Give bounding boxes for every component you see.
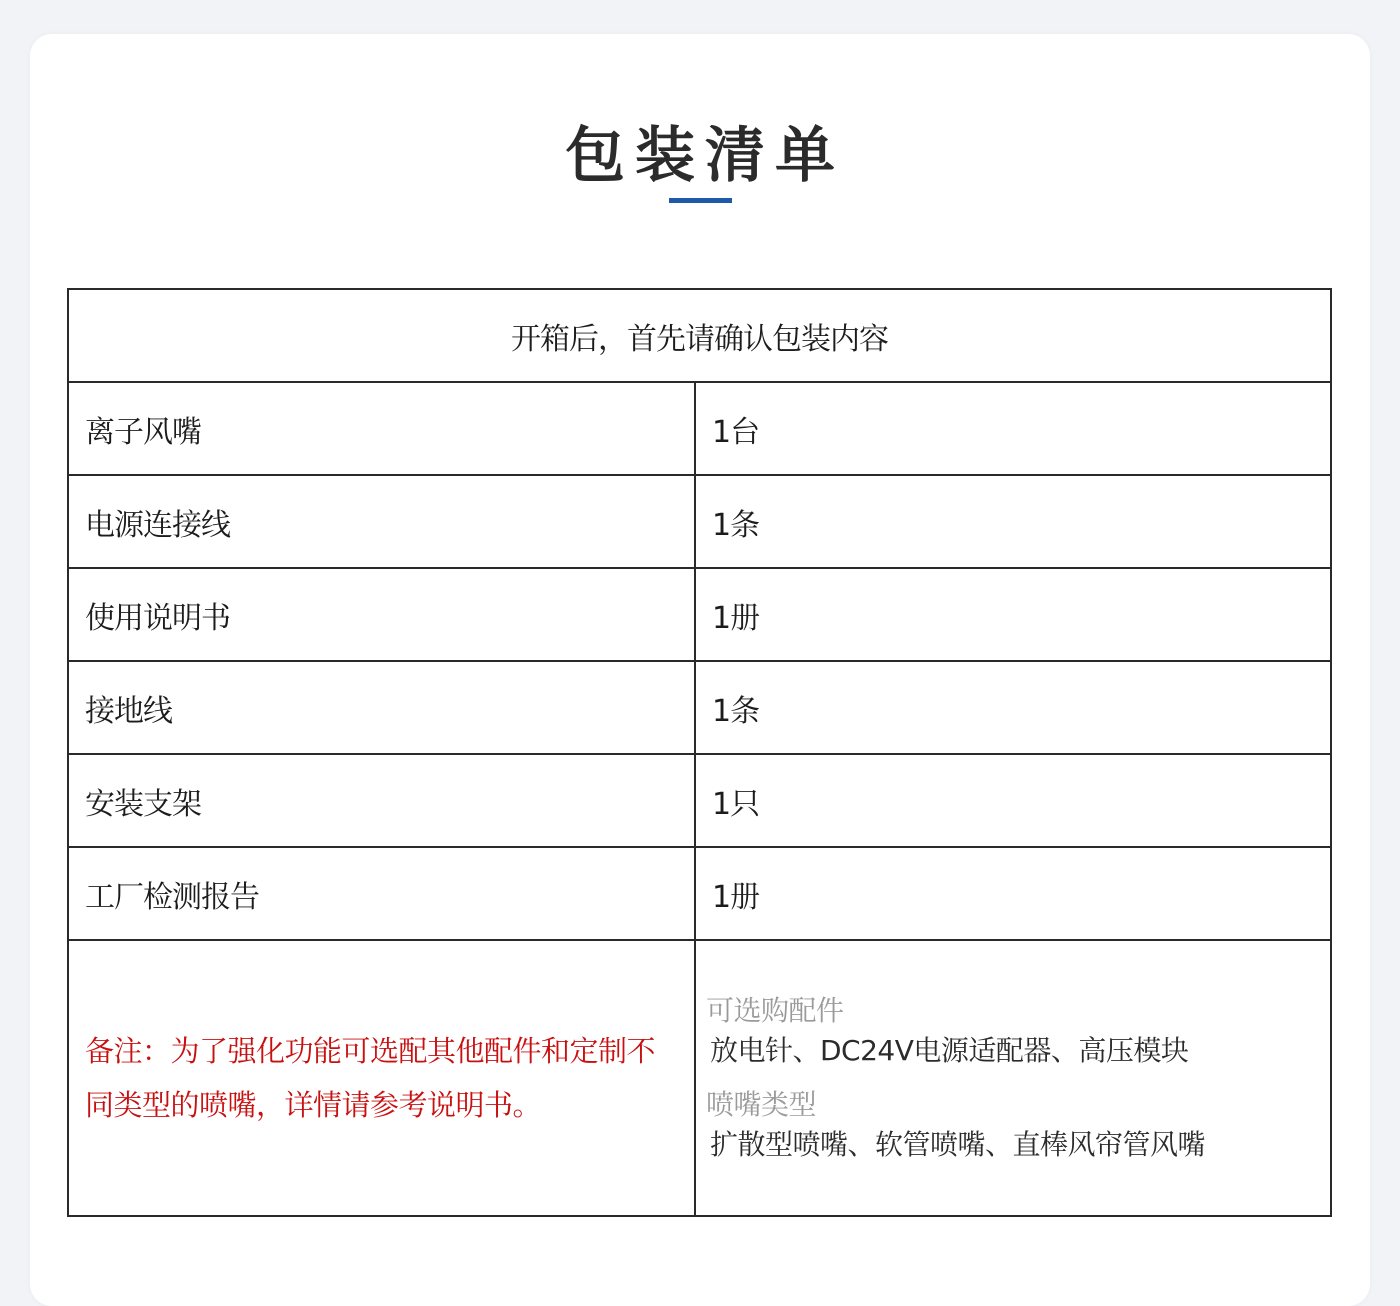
table-row xyxy=(68,475,1331,568)
table-row xyxy=(68,847,1331,940)
item-quantity: 1台 xyxy=(695,382,1331,475)
table-header-row xyxy=(68,289,1331,382)
item-name: 接地线 xyxy=(68,661,695,754)
item-name: 工厂检测报告 xyxy=(68,847,695,940)
item-quantity: 1条 xyxy=(695,661,1331,754)
nozzle-types-label: 喷嘴类型 xyxy=(706,1088,817,1121)
item-name: 电源连接线 xyxy=(68,475,695,568)
nozzle-types-value: 扩散型喷嘴、软管喷嘴、直棒风帘管风嘴 xyxy=(710,1128,1206,1161)
item-quantity: 1条 xyxy=(695,475,1331,568)
optional-accessories-label: 可选购配件 xyxy=(706,994,844,1027)
page-title: 包装清单 xyxy=(565,121,845,191)
item-name: 安装支架 xyxy=(68,754,695,847)
table-heading: 开箱后，首先请确认包装内容 xyxy=(68,289,1331,382)
item-quantity: 1册 xyxy=(695,568,1331,661)
table-row xyxy=(68,568,1331,661)
packing-list-table xyxy=(67,288,1332,1217)
note-text: 备注：为了强化功能可选配其他配件和定制不同类型的喷嘴，详情请参考说明书。 xyxy=(85,1034,656,1122)
note-cell xyxy=(68,940,695,1216)
item-name: 离子风嘴 xyxy=(68,382,695,475)
title-underline xyxy=(669,198,732,203)
note-row xyxy=(68,940,1331,1216)
table-row xyxy=(68,661,1331,754)
optional-accessories xyxy=(696,991,1330,1165)
table-row xyxy=(68,754,1331,847)
table-row xyxy=(68,382,1331,475)
optional-cell xyxy=(695,940,1331,1216)
item-quantity: 1册 xyxy=(695,847,1331,940)
item-name: 使用说明书 xyxy=(68,568,695,661)
item-quantity: 1只 xyxy=(695,754,1331,847)
optional-accessories-value: 放电针、DC24V电源适配器、高压模块 xyxy=(710,1034,1189,1067)
